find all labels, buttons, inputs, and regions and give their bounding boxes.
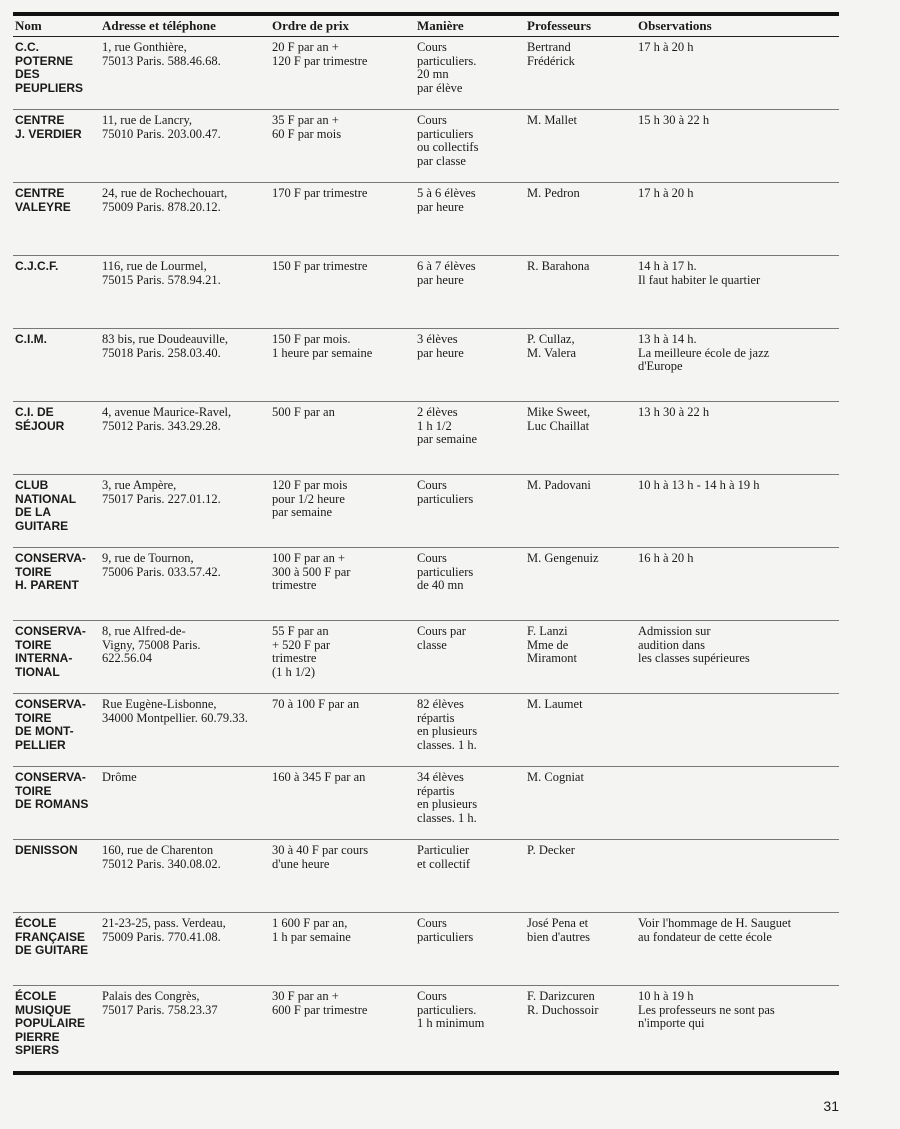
cell-prix: 70 à 100 F par an (272, 697, 360, 711)
cell-prix: 1 600 F par an, 1 h par semaine (272, 916, 351, 944)
cell-prix: 35 F par an + 60 F par mois (272, 113, 342, 141)
cell-professeurs: M. Laumet (527, 697, 583, 711)
cell-professeurs: R. Barahona (527, 259, 590, 273)
cell-professeurs: P. Decker (527, 843, 575, 857)
cell-nom: ÉCOLE FRANÇAISE DE GUITARE (15, 916, 89, 957)
cell-nom: C.C. POTERNE DES PEUPLIERS (15, 40, 84, 95)
cell-prix: 170 F par trimestre (272, 186, 368, 200)
cell-nom: C.I. DE SÉJOUR (15, 405, 65, 433)
cell-observations: 15 h 30 à 22 h (638, 113, 710, 127)
cell-nom: CONSERVA- TOIRE INTERNA- TIONAL (15, 624, 86, 679)
cell-maniere: 5 à 6 élèves par heure (417, 186, 476, 214)
cell-nom: CONSERVA- TOIRE DE ROMANS (15, 770, 89, 811)
table-row (13, 37, 839, 110)
cell-maniere: 2 élèves 1 h 1/2 par semaine (417, 405, 478, 446)
table-row (13, 694, 839, 767)
cell-nom: CENTRE J. VERDIER (15, 113, 82, 141)
cell-observations: 17 h à 20 h (638, 186, 694, 200)
cell-adresse: 83 bis, rue Doudeauville, 75018 Paris. 258.03.40. (102, 332, 229, 360)
table-row (13, 402, 839, 475)
cell-observations: Voir l'hommage de H. Sauguet au fondateur de cette école (638, 916, 792, 944)
table-row (13, 475, 839, 548)
table-header (13, 16, 839, 37)
table-row (13, 183, 839, 256)
cell-adresse: 11, rue de Lancry, 75010 Paris. 203.00.47. (102, 113, 221, 141)
table-row (13, 621, 839, 694)
cell-observations: 10 h à 19 h Les professeurs ne sont pas n'importe qui (638, 989, 775, 1030)
table-row (13, 986, 839, 1059)
cell-professeurs: P. Cullaz, M. Valera (527, 332, 577, 360)
cell-observations: 16 h à 20 h (638, 551, 694, 565)
cell-prix: 20 F par an + 120 F par trimestre (272, 40, 368, 68)
cell-prix: 30 F par an + 600 F par trimestre (272, 989, 368, 1017)
cell-observations: 13 h 30 à 22 h (638, 405, 710, 419)
cell-nom: CLUB NATIONAL DE LA GUITARE (15, 478, 77, 533)
cell-professeurs: M. Cogniat (527, 770, 584, 784)
cell-nom: CONSERVA- TOIRE DE MONT- PELLIER (15, 697, 86, 752)
cell-professeurs: M. Padovani (527, 478, 591, 492)
header-maniere: Manière (417, 18, 464, 33)
cell-nom: CONSERVA- TOIRE H. PARENT (15, 551, 86, 592)
cell-professeurs: José Pena et bien d'autres (527, 916, 590, 944)
table-body (13, 37, 839, 1059)
cell-adresse: 21-23-25, pass. Verdeau, 75009 Paris. 770.41.08. (102, 916, 226, 944)
cell-professeurs: Mike Sweet, Luc Chaillat (527, 405, 591, 433)
cell-adresse: 9, rue de Tournon, 75006 Paris. 033.57.42. (102, 551, 221, 579)
cell-adresse: Palais des Congrès, 75017 Paris. 758.23.37 (102, 989, 218, 1017)
header-professeurs: Professeurs (527, 18, 592, 33)
cell-nom: C.I.M. (15, 332, 47, 346)
table-row (13, 110, 839, 183)
cell-prix: 160 à 345 F par an (272, 770, 366, 784)
header-nom: Nom (15, 18, 42, 34)
bottom-rule (13, 1071, 839, 1075)
cell-prix: 55 F par an + 520 F par trimestre (1 h 1/2) (272, 624, 331, 679)
cell-nom: CENTRE VALEYRE (15, 186, 71, 214)
cell-prix: 150 F par mois. 1 heure par semaine (272, 332, 373, 360)
cell-professeurs: M. Mallet (527, 113, 577, 127)
cell-maniere: Cours particuliers (417, 478, 474, 506)
cell-adresse: Drôme (102, 770, 137, 784)
cell-maniere: Particulier et collectif (417, 843, 471, 871)
cell-prix: 150 F par trimestre (272, 259, 368, 273)
cell-professeurs: F. Darizcuren R. Duchossoir (527, 989, 599, 1017)
cell-maniere: Cours particuliers ou collectifs par classe (417, 113, 479, 168)
cell-maniere: Cours particuliers. 1 h minimum (417, 989, 485, 1030)
cell-observations: 14 h à 17 h. Il faut habiter le quartier (638, 259, 761, 287)
cell-observations: 17 h à 20 h (638, 40, 694, 54)
cell-nom: C.J.C.F. (15, 259, 59, 273)
cell-nom: ÉCOLE MUSIQUE POPULAIRE PIERRE SPIERS (15, 989, 86, 1057)
cell-prix: 100 F par an + 300 à 500 F par trimestre (272, 551, 351, 592)
table-row (13, 767, 839, 840)
table-row (13, 548, 839, 621)
cell-adresse: Rue Eugène-Lisbonne, 34000 Montpellier. 60.79.33. (102, 697, 248, 725)
cell-observations: 13 h à 14 h. La meilleure école de jazz d'Europe (638, 332, 770, 373)
header-prix: Ordre de prix (272, 18, 350, 33)
cell-observations (638, 698, 839, 766)
cell-maniere: Cours particuliers. 20 mn par élève (417, 40, 477, 95)
cell-maniere: 6 à 7 élèves par heure (417, 259, 476, 287)
table-row (13, 840, 839, 913)
cell-observations (638, 771, 839, 839)
cell-maniere: Cours particuliers de 40 mn (417, 551, 474, 592)
cell-prix: 30 à 40 F par cours d'une heure (272, 843, 369, 871)
cell-adresse: 160, rue de Charenton 75012 Paris. 340.08.02. (102, 843, 221, 871)
cell-prix: 120 F par mois pour 1/2 heure par semaine (272, 478, 348, 519)
table-row (13, 256, 839, 329)
cell-professeurs: M. Gengenuiz (527, 551, 599, 565)
cell-observations: Admission sur audition dans les classes supérieures (638, 624, 750, 665)
page-number: 31 (823, 1098, 839, 1114)
cell-adresse: 8, rue Alfred-de- Vigny, 75008 Paris. 622.56.04 (102, 624, 201, 665)
cell-prix: 500 F par an (272, 405, 335, 419)
header-adresse: Adresse et téléphone (102, 18, 216, 33)
table-row (13, 329, 839, 402)
cell-observations (638, 844, 839, 912)
cell-adresse: 4, avenue Maurice-Ravel, 75012 Paris. 343.29.28. (102, 405, 232, 433)
cell-maniere: Cours par classe (417, 624, 466, 652)
cell-adresse: 24, rue de Rochechouart, 75009 Paris. 878.20.12. (102, 186, 228, 214)
cell-professeurs: M. Pedron (527, 186, 580, 200)
cell-maniere: 34 élèves répartis en plusieurs classes. 1 h. (417, 770, 478, 825)
cell-observations: 10 h à 13 h - 14 h à 19 h (638, 478, 760, 492)
header-observations: Observations (638, 18, 712, 33)
cell-nom: DENISSON (15, 843, 78, 857)
cell-adresse: 3, rue Ampère, 75017 Paris. 227.01.12. (102, 478, 221, 506)
cell-professeurs: Bertrand Frédérick (527, 40, 575, 68)
cell-professeurs: F. Lanzi Mme de Miramont (527, 624, 577, 665)
cell-adresse: 1, rue Gonthière, 75013 Paris. 588.46.68. (102, 40, 221, 68)
cell-maniere: 82 élèves répartis en plusieurs classes. 1 h. (417, 697, 478, 752)
cell-maniere: Cours particuliers (417, 916, 474, 944)
table-row (13, 913, 839, 986)
school-table (13, 12, 839, 1059)
cell-adresse: 116, rue de Lourmel, 75015 Paris. 578.94.21. (102, 259, 221, 287)
cell-maniere: 3 élèves par heure (417, 332, 464, 360)
